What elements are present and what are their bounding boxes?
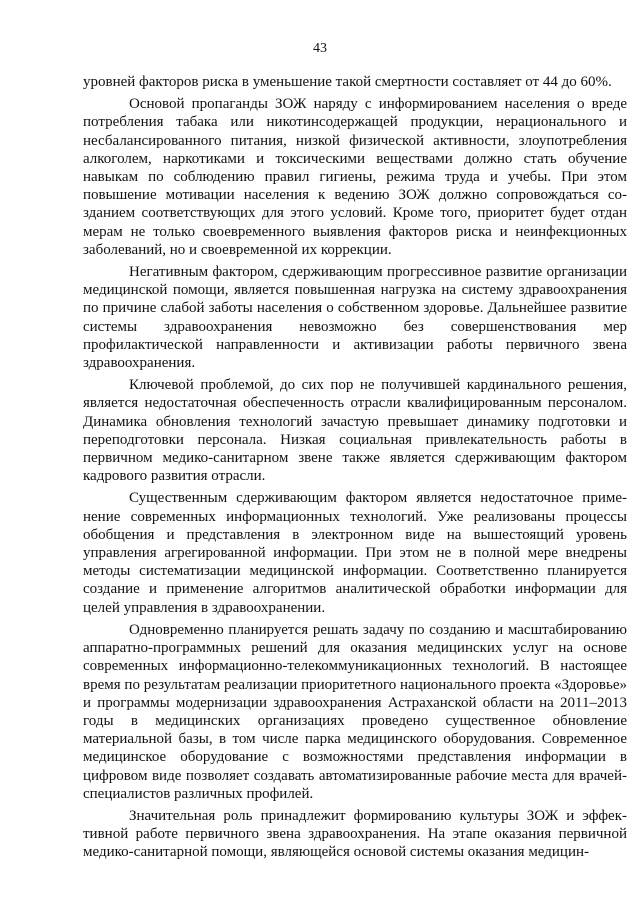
paragraph-staffing-problem: Ключевой проблемой, до сих пор не получившей кардинального решения, является недостаточная обеспеченность отрасли квалифицированным персоналом. Динамика обновления технологий зачастую превышает динамику подготовки и переподготовки персонала. Низкая социальная привлекательность работы в первичном медико-санитарном звене также является сдерживающим фактором кадрового развития отрасли.	[83, 377, 627, 485]
paragraph-negative-factor: Негативным фактором, сдерживающим прогрессивное развитие организации медицинской помощи, является повышенная нагрузка на систему здравоохранения по причине слабой заботы населения о собственном здоровье. Дальнейшее развитие системы здравоохранения невозможно без совершенствования мер профилактической направленности и активизации работы первичного звена здравоохранения.	[83, 264, 627, 372]
paragraph-continuation: уровней факторов риска в уменьшение такой смертности составляет от 44 до 60%.	[83, 74, 612, 90]
page-number: 43	[313, 41, 327, 56]
paragraph-information-technologies: Существенным сдерживающим фактором является недостаточное применение современных информационных технологий. Уже реализованы процессы обобщения и представления в электронном виде на вышестоящий уровень управления агрегированной информации. При этом не в полной мере внедрены методы систематизации медицинской информации. Соответственно планируется создание и применение алгоритмов аналитической обработки информации для целей управления в здравоохранении.	[83, 490, 627, 616]
body-text	[83, 73, 627, 862]
paragraph-telemedicine-solutions: Одновременно планируется решать задачу по созданию и масштабированию аппаратно-программных решений для оказания медицинских услуг на основе современных информационно-телекоммуникационных технологий. В настоящее время по результатам реализации приоритетного национального проекта «Здоровье» и программы модернизации здравоохранения Астраханской области на 2011–2013 годы в медицинских организациях проведено существенное обновление материальной базы, в том числе парка медицинского оборудования. Современное медицинское оборудование с возможностями представления информации в цифровом виде позволяет создавать автоматизированные рабочие места для врачей-специалистов различных профилей.	[83, 621, 627, 802]
paragraph-primary-care-role: Значительная роль принадлежит формированию культуры ЗОЖ и эффективной работе первичного звена здравоохранения. На этапе оказания первичной медико-санитарной помощи, являющейся основой системы оказания медицин-	[83, 807, 627, 861]
paragraph-healthy-lifestyle-promotion: Основой пропаганды ЗОЖ наряду с информированием населения о вреде потребления табака или никотинсодержащей продукции, нерационального и несбалансированного питания, низкой физической активности, злоупотребления алкоголем, наркотиками и токсическими веществами должно стать обучение навыкам по соблюдению правил гигиены, режима труда и учебы. При этом повышение мотивации населения к ведению ЗОЖ должно сопровождаться созданием соответствующих для этого условий. Кроме того, приоритет будет отдан мерам не только своевременного выявления факторов риска и неинфекционных заболеваний, но и своевременной их коррекции.	[83, 96, 627, 258]
